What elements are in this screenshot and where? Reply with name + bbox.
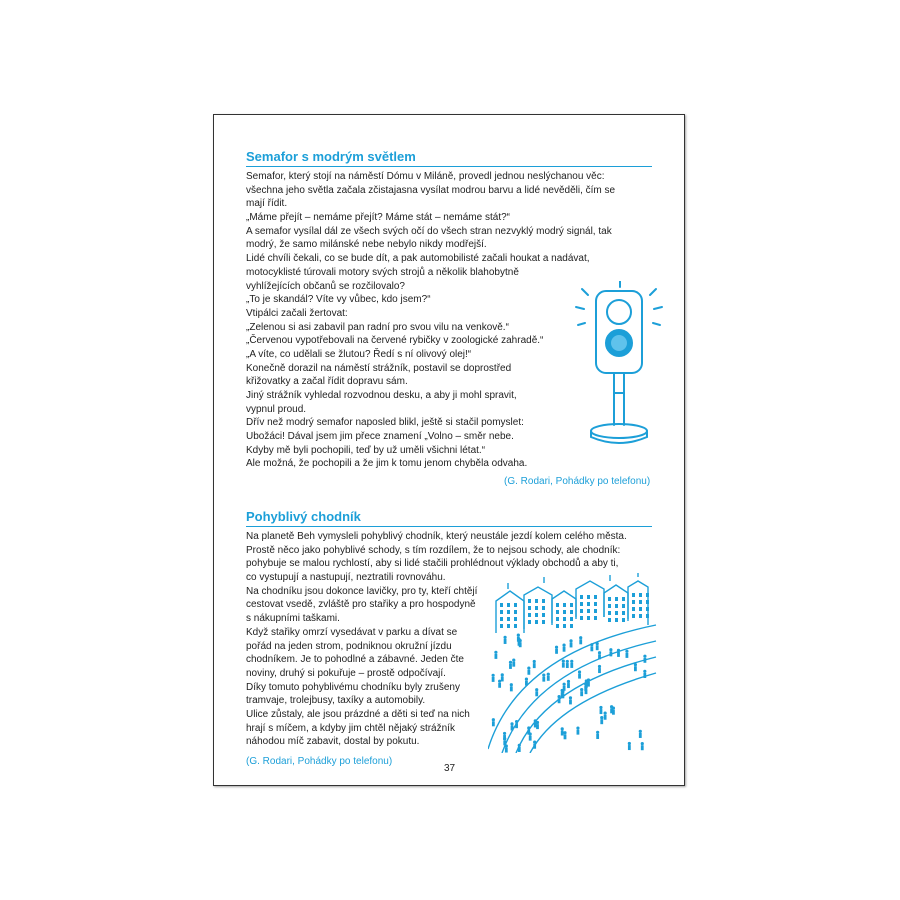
- text-line: Ulice zůstaly, ale jsou prázdné a děti si teď na nich: [246, 708, 470, 720]
- person-figure: [610, 705, 613, 713]
- person-figure: [510, 683, 513, 691]
- title-underline: [246, 166, 652, 167]
- person-figure: [527, 667, 530, 675]
- window-mark: [608, 611, 611, 615]
- window-mark: [535, 606, 538, 610]
- person-figure: [510, 722, 513, 730]
- window-mark: [556, 603, 559, 607]
- window-mark: [556, 624, 559, 628]
- window-mark: [507, 617, 510, 621]
- window-mark: [587, 602, 590, 606]
- window-mark: [632, 593, 635, 597]
- window-mark: [563, 624, 566, 628]
- person-figure: [569, 639, 572, 647]
- text-line: co vystupují a nastupují, neztratili rovnováhu.: [246, 572, 446, 584]
- person-figure: [609, 648, 612, 656]
- person-figure: [525, 677, 528, 685]
- text-line: Jiný strážník vyhledal rozvodnou desku, a aby ji mohl spravit,: [246, 390, 517, 401]
- window-mark: [570, 603, 573, 607]
- text-line: vyhlížejících občanů se rozčilovalo?: [246, 280, 405, 292]
- window-mark: [639, 614, 642, 618]
- title-underline: [246, 526, 652, 527]
- text-line: mají řídit.: [246, 198, 288, 210]
- window-mark: [542, 599, 545, 603]
- window-mark: [594, 595, 597, 599]
- window-mark: [594, 616, 597, 620]
- window-mark: [500, 617, 503, 621]
- window-mark: [542, 606, 545, 610]
- person-figure: [494, 651, 497, 659]
- text-line: noviny, druhý si pokuřuje – prostě odpočívají.: [246, 667, 446, 679]
- person-figure: [555, 646, 558, 654]
- window-mark: [646, 614, 649, 618]
- window-mark: [639, 593, 642, 597]
- window-mark: [580, 595, 583, 599]
- person-figure: [547, 673, 550, 681]
- window-mark: [632, 607, 635, 611]
- text-line: Když stařiky omrzí vysedávat v parku a dívat se: [246, 626, 458, 638]
- section-title-semafor: Semafor s modrým světlem: [246, 149, 416, 164]
- book-page: [213, 114, 685, 786]
- person-figure: [628, 742, 631, 750]
- window-mark: [622, 611, 625, 615]
- person-figure: [587, 678, 590, 686]
- window-mark: [587, 595, 590, 599]
- citation: (G. Rodari, Pohádky po telefonu): [246, 756, 393, 767]
- text-line: tramvaje, trolejbusy, taxíky a automobily.: [246, 695, 426, 707]
- story-text-semafor: [246, 170, 615, 471]
- window-mark: [615, 618, 618, 622]
- window-mark: [500, 624, 503, 628]
- text-line: náhodou míč zabavit, dostal by pokutu.: [246, 736, 420, 748]
- window-mark: [570, 624, 573, 628]
- person-figure: [641, 742, 644, 750]
- window-mark: [500, 603, 503, 607]
- text-line: Semafor, který stojí na náměstí Dómu v Miláně, provedl jednou neslýchanou věc:: [246, 171, 605, 182]
- window-mark: [639, 607, 642, 611]
- person-figure: [634, 663, 637, 671]
- person-figure: [563, 683, 566, 691]
- text-line: všechna jeho světla začala zčistajasna vysílat modrou barvu a lidé nevěděli, čím se: [246, 184, 616, 196]
- text-line: „A víte, co udělali se žlutou? Ředí s ní olivový olej!“: [246, 348, 472, 360]
- window-mark: [535, 620, 538, 624]
- window-mark: [608, 597, 611, 601]
- person-figure: [515, 720, 518, 728]
- person-figure: [533, 660, 536, 668]
- text-line: hrají s míčem, a kdyby jim chtěl nějaký strážník: [246, 722, 455, 734]
- window-mark: [542, 613, 545, 617]
- person-figure: [639, 730, 642, 738]
- window-mark: [632, 614, 635, 618]
- text-line: cestovat vsedě, zvláště pro stařiky a pro hospodyně: [246, 599, 476, 611]
- text-line: „Máme přejít – nemáme přejít? Máme stát – nemáme stát?“: [246, 212, 510, 224]
- person-figure: [569, 696, 572, 704]
- text-line: Kdyby mě byli pochopili, teď by už uměli všichni létat.“: [246, 444, 486, 456]
- person-figure: [501, 673, 504, 681]
- text-line: „To je skandál? Víte vy vůbec, kdo jsem?“: [246, 294, 431, 306]
- person-figure: [596, 642, 599, 650]
- window-mark: [507, 610, 510, 614]
- window-mark: [514, 610, 517, 614]
- text-line: Na planetě Beh vymysleli pohyblivý chodník, který neustále jezdí kolem celého města.: [246, 531, 627, 542]
- window-mark: [608, 618, 611, 622]
- window-mark: [580, 609, 583, 613]
- text-line: motocyklisté túrovali motory svých strojů a několik blahobytně: [246, 266, 519, 278]
- window-mark: [528, 620, 531, 624]
- person-figure: [535, 688, 538, 696]
- moving-sidewalk-illustration: [488, 573, 658, 753]
- window-mark: [622, 597, 625, 601]
- text-line: Vtipálci začali žertovat:: [246, 307, 348, 319]
- window-mark: [507, 624, 510, 628]
- text-line: Konečně dorazil na náměstí strážník, postavil se doprostřed: [246, 362, 512, 374]
- person-figure: [617, 649, 620, 657]
- window-mark: [594, 602, 597, 606]
- window-mark: [556, 610, 559, 614]
- person-figure: [643, 670, 646, 678]
- person-figure: [542, 673, 545, 681]
- person-figure: [517, 634, 520, 642]
- window-mark: [563, 610, 566, 614]
- person-figure: [503, 737, 506, 745]
- person-figure: [562, 644, 565, 652]
- window-mark: [542, 620, 545, 624]
- person-figure: [534, 719, 537, 727]
- text-line: pořád na jeden strom, podniknou okružní jízdu: [246, 640, 452, 652]
- window-mark: [514, 603, 517, 607]
- person-figure: [596, 731, 599, 739]
- text-line: Ubožáci! Dával jsem jim přece znamení „Volno – směr nebe.: [246, 431, 514, 443]
- person-figure: [533, 741, 536, 749]
- person-figure: [578, 670, 581, 678]
- text-line: Dřív než modrý semafor naposled blikl, ještě si stačil pomyslet:: [246, 417, 524, 429]
- person-figure: [579, 636, 582, 644]
- page-number: 37: [444, 763, 456, 774]
- person-figure: [512, 658, 515, 666]
- text-line: pohybuje se malou rychlostí, aby si lidé stačili prohlédnout výklady obchodů a aby ti,: [246, 558, 619, 570]
- citation: (G. Rodari, Pohádky po telefonu): [504, 476, 651, 487]
- window-mark: [594, 609, 597, 613]
- text-line: Na chodníku jsou dokonce lavičky, pro ty, kteří chtějí: [246, 585, 478, 597]
- person-figure: [598, 665, 601, 673]
- window-mark: [570, 610, 573, 614]
- text-line: A semafor vysílal dál ze všech svých očí do všech stran nezvyklý modrý signál, tak: [246, 225, 612, 237]
- window-mark: [615, 604, 618, 608]
- text-line: vypnul proud.: [246, 403, 307, 415]
- window-mark: [615, 611, 618, 615]
- window-mark: [622, 604, 625, 608]
- person-figure: [584, 686, 587, 694]
- window-mark: [646, 600, 649, 604]
- text-line: Prostě něco jako pohyblivé schody, s tím rozdílem, že to nejsou schody, ale chodník:: [246, 544, 621, 556]
- person-figure: [557, 695, 560, 703]
- text-line: „Zelenou si asi zabavil pan radní pro svou vilu na venkově.“: [246, 321, 509, 333]
- text-line: modrý, že samo milánské nebe nebylo nikdy modřejší.: [246, 239, 487, 251]
- window-mark: [563, 617, 566, 621]
- traffic-light-illustration: [574, 281, 664, 453]
- window-mark: [587, 616, 590, 620]
- person-figure: [599, 706, 602, 714]
- window-mark: [646, 593, 649, 597]
- window-mark: [587, 609, 590, 613]
- text-line: chodníkem. Je to pohodlné a zábavné. Jeden čte: [246, 654, 464, 666]
- person-figure: [562, 659, 565, 667]
- person-figure: [505, 744, 508, 752]
- text-line: Díky tomuto pohyblivému chodníku byly zrušeny: [246, 681, 460, 693]
- window-mark: [580, 616, 583, 620]
- text-line: Lidé chvíli čekali, co se bude dít, a pak automobilisté začali houkat a nadávat,: [246, 253, 590, 265]
- text-line: „Červenou vypotřebovali na červené rybičky v zoologické zahradě.“: [246, 335, 544, 347]
- window-mark: [556, 617, 559, 621]
- person-figure: [503, 636, 506, 644]
- window-mark: [528, 606, 531, 610]
- window-mark: [535, 613, 538, 617]
- person-figure: [566, 660, 569, 668]
- window-mark: [563, 603, 566, 607]
- person-figure: [643, 655, 646, 663]
- person-figure: [567, 680, 570, 688]
- person-figure: [625, 650, 628, 658]
- window-mark: [615, 597, 618, 601]
- window-mark: [514, 617, 517, 621]
- window-mark: [639, 600, 642, 604]
- person-figure: [570, 660, 573, 668]
- person-figure: [600, 716, 603, 724]
- section-title-chodnik: Pohyblivý chodník: [246, 509, 361, 524]
- window-mark: [535, 599, 538, 603]
- window-mark: [528, 613, 531, 617]
- person-figure: [509, 661, 512, 669]
- person-figure: [498, 680, 501, 688]
- text-line: Ale možná, že pochopili a že jim k tomu jenom chyběla odvaha.: [246, 458, 528, 470]
- person-figure: [590, 643, 593, 651]
- text-line: s nákupními taškami.: [246, 613, 340, 625]
- person-figure: [492, 718, 495, 726]
- window-mark: [514, 624, 517, 628]
- person-figure: [492, 674, 495, 682]
- window-mark: [632, 600, 635, 604]
- window-mark: [580, 602, 583, 606]
- person-figure: [580, 688, 583, 696]
- window-mark: [622, 618, 625, 622]
- person-figure: [527, 726, 530, 734]
- window-mark: [507, 603, 510, 607]
- text-line: křižovatky a začal řídit dopravu sám.: [246, 376, 408, 388]
- person-figure: [561, 727, 564, 735]
- window-mark: [646, 607, 649, 611]
- window-mark: [500, 610, 503, 614]
- window-mark: [528, 599, 531, 603]
- person-figure: [563, 731, 566, 739]
- window-mark: [570, 617, 573, 621]
- person-figure: [518, 744, 521, 752]
- person-figure: [604, 712, 607, 720]
- person-figure: [598, 651, 601, 659]
- window-mark: [608, 604, 611, 608]
- person-figure: [576, 726, 579, 734]
